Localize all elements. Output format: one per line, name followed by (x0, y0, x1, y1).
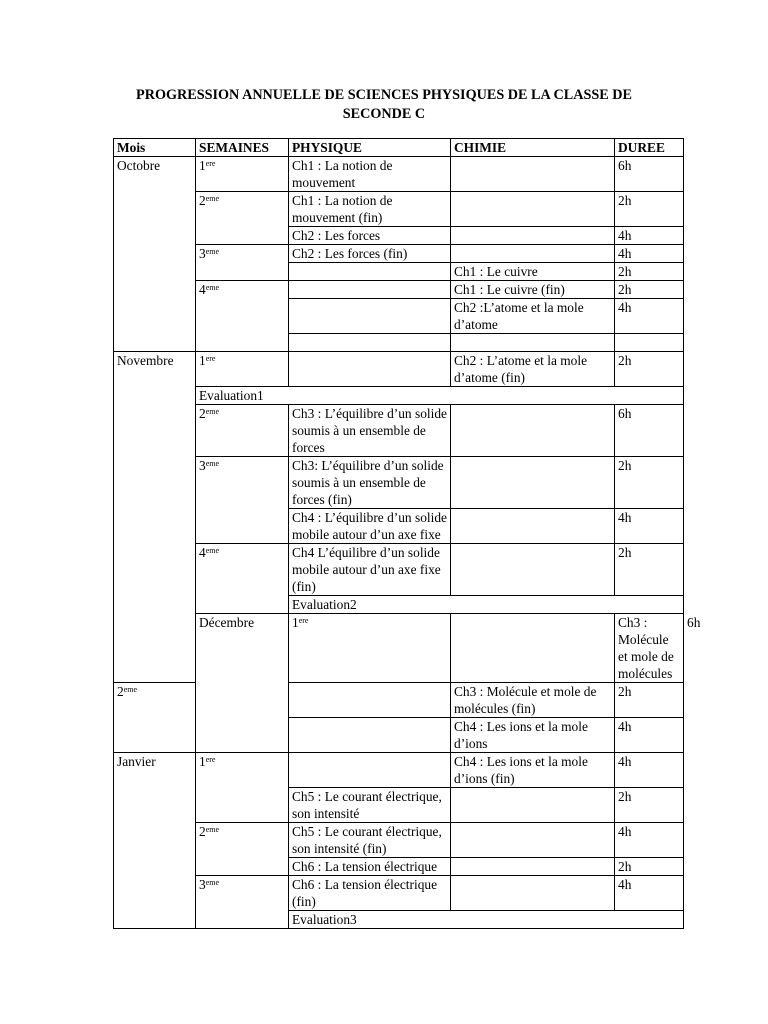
table-row (114, 753, 684, 788)
physique-cell: Ch1 : La notion de mouvement (289, 157, 451, 192)
evaluation-2: Evaluation2 (289, 596, 684, 614)
table-row (114, 245, 684, 263)
chimie-cell (451, 509, 615, 544)
physique-cell: Ch5 : Le courant électrique, son intensité (289, 788, 451, 823)
physique-cell (289, 263, 451, 281)
table-row: Décembre 1ere Ch3 : Molécule et mole de molécules 6h (114, 614, 684, 683)
week-cell: 1ere (196, 157, 289, 192)
chimie-cell (451, 245, 615, 263)
month-octobre: Octobre (114, 157, 196, 352)
table-row (114, 405, 684, 457)
header-duree: DUREE (615, 139, 684, 157)
chimie-cell: Ch2 :L’atome et la mole d’atome (451, 299, 615, 334)
duree-cell: 2h (615, 263, 684, 281)
header-physique: PHYSIQUE (289, 139, 451, 157)
week-cell: 4eme (196, 281, 289, 352)
chimie-cell (451, 544, 615, 596)
duree-cell: 4h (615, 245, 684, 263)
chimie-cell (451, 227, 615, 245)
month-janvier: Janvier (114, 753, 196, 929)
duree-cell: 4h (615, 227, 684, 245)
duree-cell: 2h (615, 544, 684, 596)
physique-cell: Ch6 : La tension électrique (289, 858, 451, 876)
week-cell: 2eme (196, 823, 289, 876)
week-cell: 3eme (196, 876, 289, 929)
header-row (114, 139, 684, 157)
evaluation-row (114, 387, 684, 405)
physique-cell: Ch6 : La tension électrique (fin) (289, 876, 451, 911)
table-row (114, 352, 684, 387)
chimie-cell: Ch3 : Molécule et mole de molécules (fin) (451, 683, 615, 718)
evaluation-3: Evaluation3 (289, 911, 684, 929)
week-cell: 4eme (196, 544, 289, 614)
physique-cell: Ch5 : Le courant électrique, son intensité (fin) (289, 823, 451, 858)
duree-cell: 4h (615, 299, 684, 334)
duree-cell: 2h (615, 683, 684, 718)
duree-cell: 4h (615, 753, 684, 788)
chimie-cell (451, 823, 615, 858)
progression-table (113, 138, 701, 929)
table-row (114, 157, 684, 192)
table-row (114, 544, 684, 596)
chimie-cell: Ch3 : Molécule et mole de molécules (615, 614, 684, 683)
physique-cell: Ch1 : La notion de mouvement (fin) (289, 192, 451, 227)
week-cell: 1ere (196, 753, 289, 823)
evaluation-1: Evaluation1 (196, 387, 684, 405)
physique-cell (289, 718, 451, 753)
table-row (114, 457, 684, 509)
week-cell: 2eme (114, 683, 196, 753)
physique-cell: Ch2 : Les forces (fin) (289, 245, 451, 263)
month-decembre: Décembre (196, 614, 289, 753)
week-cell: 2eme (196, 192, 289, 245)
duree-cell: 2h (615, 281, 684, 299)
physique-cell (289, 281, 451, 299)
duree-cell: 2h (615, 858, 684, 876)
title-line-2: SECONDE C (342, 106, 426, 122)
header-mois: Mois (114, 139, 196, 157)
duree-cell: 2h (615, 192, 684, 227)
physique-cell (289, 683, 451, 718)
chimie-cell (451, 192, 615, 227)
chimie-cell: Ch4 : Les ions et la mole d’ions (451, 718, 615, 753)
duree-cell: 4h (615, 876, 684, 911)
duree-cell: 4h (615, 823, 684, 858)
physique-cell (289, 334, 451, 352)
duree-cell: 2h (615, 352, 684, 387)
table-row (114, 876, 684, 911)
chimie-cell (451, 876, 615, 911)
chimie-cell (451, 457, 615, 509)
table-row (114, 823, 684, 858)
chimie-cell (451, 858, 615, 876)
physique-cell (289, 753, 451, 788)
physique-cell: Ch4 L’équilibre d’un solide mobile autour d’un axe fixe (fin) (289, 544, 451, 596)
chimie-cell: Ch4 : Les ions et la mole d’ions (fin) (451, 753, 615, 788)
title-line-1: PROGRESSION ANNUELLE DE SCIENCES PHYSIQUES DE LA CLASSE DE (136, 87, 632, 103)
duree-cell: 4h (615, 509, 684, 544)
duree-cell (615, 334, 684, 352)
month-novembre: Novembre (114, 352, 196, 683)
duree-cell: 6h (615, 405, 684, 457)
week-cell: 2eme (196, 405, 289, 457)
document-title (100, 86, 668, 124)
physique-cell: Ch2 : Les forces (289, 227, 451, 245)
chimie-cell: Ch1 : Le cuivre (451, 263, 615, 281)
duree-cell: 2h (615, 788, 684, 823)
chimie-cell (451, 157, 615, 192)
chimie-cell: Ch1 : Le cuivre (fin) (451, 281, 615, 299)
chimie-cell (451, 334, 615, 352)
table-row (114, 281, 684, 299)
chimie-cell: Ch2 : L’atome et la mole d’atome (fin) (451, 352, 615, 387)
header-chimie: CHIMIE (451, 139, 615, 157)
table-row (114, 192, 684, 227)
physique-cell (289, 299, 451, 334)
physique-cell (451, 614, 615, 683)
header-semaines: SEMAINES (196, 139, 289, 157)
duree-cell: 2h (615, 457, 684, 509)
physique-cell: Ch3: L’équilibre d’un solide soumis à un ensemble de forces (fin) (289, 457, 451, 509)
duree-cell: 4h (615, 718, 684, 753)
chimie-cell (451, 788, 615, 823)
physique-cell: Ch4 : L’équilibre d’un solide mobile autour d’un axe fixe (289, 509, 451, 544)
duree-cell: 6h (615, 157, 684, 192)
week-cell: 3eme (196, 457, 289, 544)
chimie-cell (451, 405, 615, 457)
physique-cell: Ch3 : L’équilibre d’un solide soumis à un ensemble de forces (289, 405, 451, 457)
week-cell: 1ere (196, 352, 289, 387)
week-cell: 1ere (289, 614, 451, 683)
physique-cell (289, 352, 451, 387)
week-cell: 3eme (196, 245, 289, 281)
